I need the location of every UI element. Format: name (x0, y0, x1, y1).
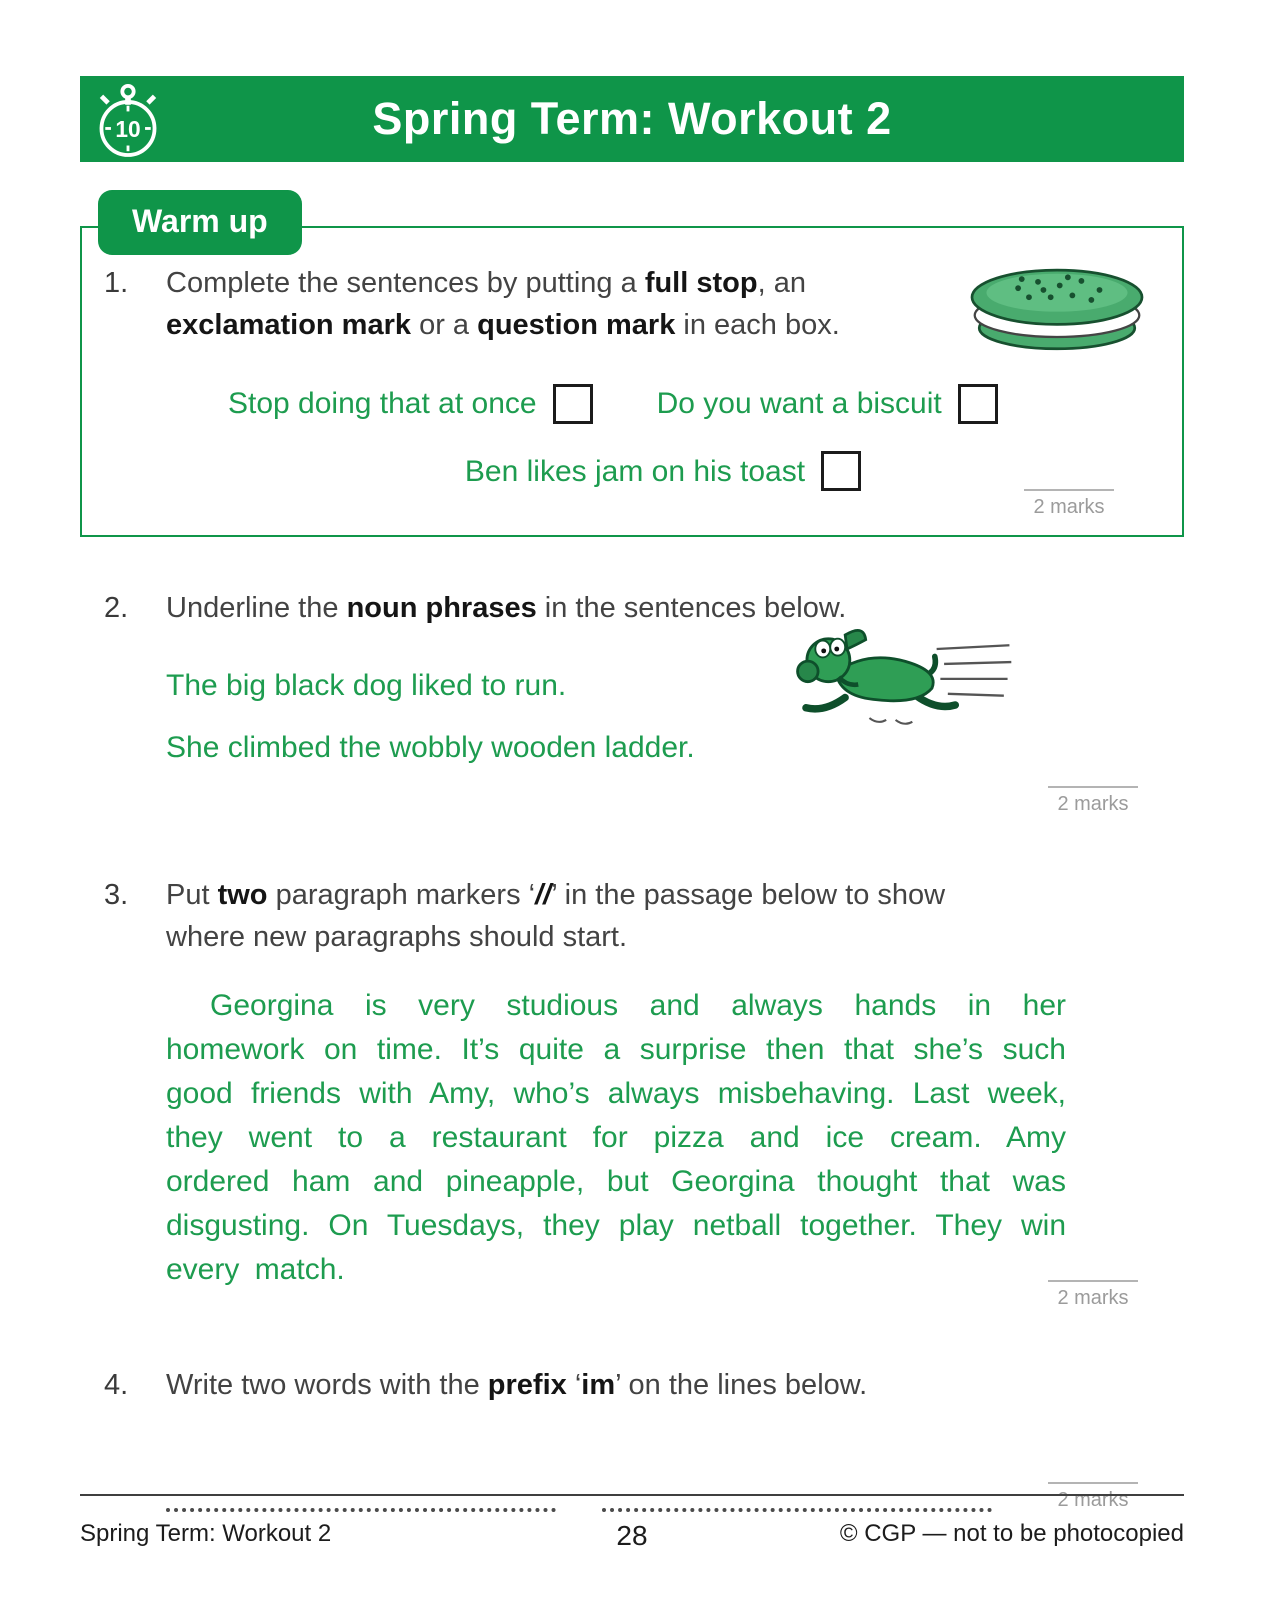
answer-box-3[interactable] (821, 451, 861, 491)
marks-label: 2 marks (1024, 489, 1114, 519)
q1-sentence-row-1 (166, 382, 1160, 426)
sentence-text: Stop doing that at once (228, 387, 537, 421)
timer-value: 10 (115, 116, 141, 142)
question-2 (80, 587, 1184, 816)
question-1-number: 1. (104, 267, 129, 299)
question-4-number: 4. (104, 1369, 129, 1402)
marks-label: 2 marks (1048, 1482, 1138, 1512)
warmup-box (80, 203, 1184, 537)
q1-sentence-1 (228, 382, 593, 426)
question-2-number: 2. (104, 592, 129, 625)
answer-box-1[interactable] (553, 384, 593, 424)
biscuit-illustration (962, 252, 1152, 368)
footer-section-title: Spring Term: Workout 2 (80, 1520, 332, 1547)
question-4-prompt: Write two words with the prefix ‘im’ on the lines below. (166, 1369, 868, 1402)
q2-sentence-2: She climbed the wobbly wooden ladder. (166, 730, 695, 764)
warmup-badge: Warm up (98, 190, 302, 255)
q2-marks-row (104, 786, 1184, 816)
question-3 (80, 874, 1184, 1310)
marks-label: 2 marks (1048, 1280, 1138, 1310)
q1-sentence-2 (657, 382, 998, 426)
page-footer (80, 1494, 1184, 1551)
question-4 (80, 1364, 1184, 1512)
q2-sentence-1: The big black dog liked to run. (166, 669, 567, 703)
question-1 (104, 262, 1160, 493)
question-1-prompt: Complete the sentences by putting a full stop, an exclamation mark or a question mark in each box. (166, 267, 840, 342)
page-title: Spring Term: Workout 2 (372, 93, 892, 144)
q3-passage: Georgina is very studious and always hands in her homework on time. It’s quite a surprise then that she’s such good friends with Amy, who’s always misbehaving. Last week, they went to a restaurant for pizza and ice cream. Amy ordered ham and pineapple, but Georgina thought that was disgusting. On Tuesdays, they play netball together. They win every match. (166, 989, 1066, 1287)
footer-copyright: © CGP — not to be photocopied (839, 1520, 1184, 1547)
q1-sentence-row-2 (166, 450, 1160, 494)
stopwatch-icon (92, 79, 164, 164)
header-bar (80, 76, 1184, 162)
running-dog-illustration (779, 621, 1014, 738)
q1-sentence-3 (465, 450, 861, 494)
footer-page-number: 28 (616, 1520, 648, 1551)
sentence-text: Ben likes jam on his toast (464, 454, 806, 488)
question-3-prompt: Put two paragraph markers ‘//’ in the passage below to show where new paragraphs should start. (166, 879, 946, 954)
sentence-text: Do you want a biscuit (656, 387, 942, 421)
answer-box-2[interactable] (958, 384, 998, 424)
marks-label: 2 marks (1048, 786, 1138, 816)
q1-marks-row (104, 489, 1160, 519)
question-3-number: 3. (104, 879, 129, 912)
question-2-prompt: Underline the noun phrases in the sentences below. (166, 592, 847, 625)
